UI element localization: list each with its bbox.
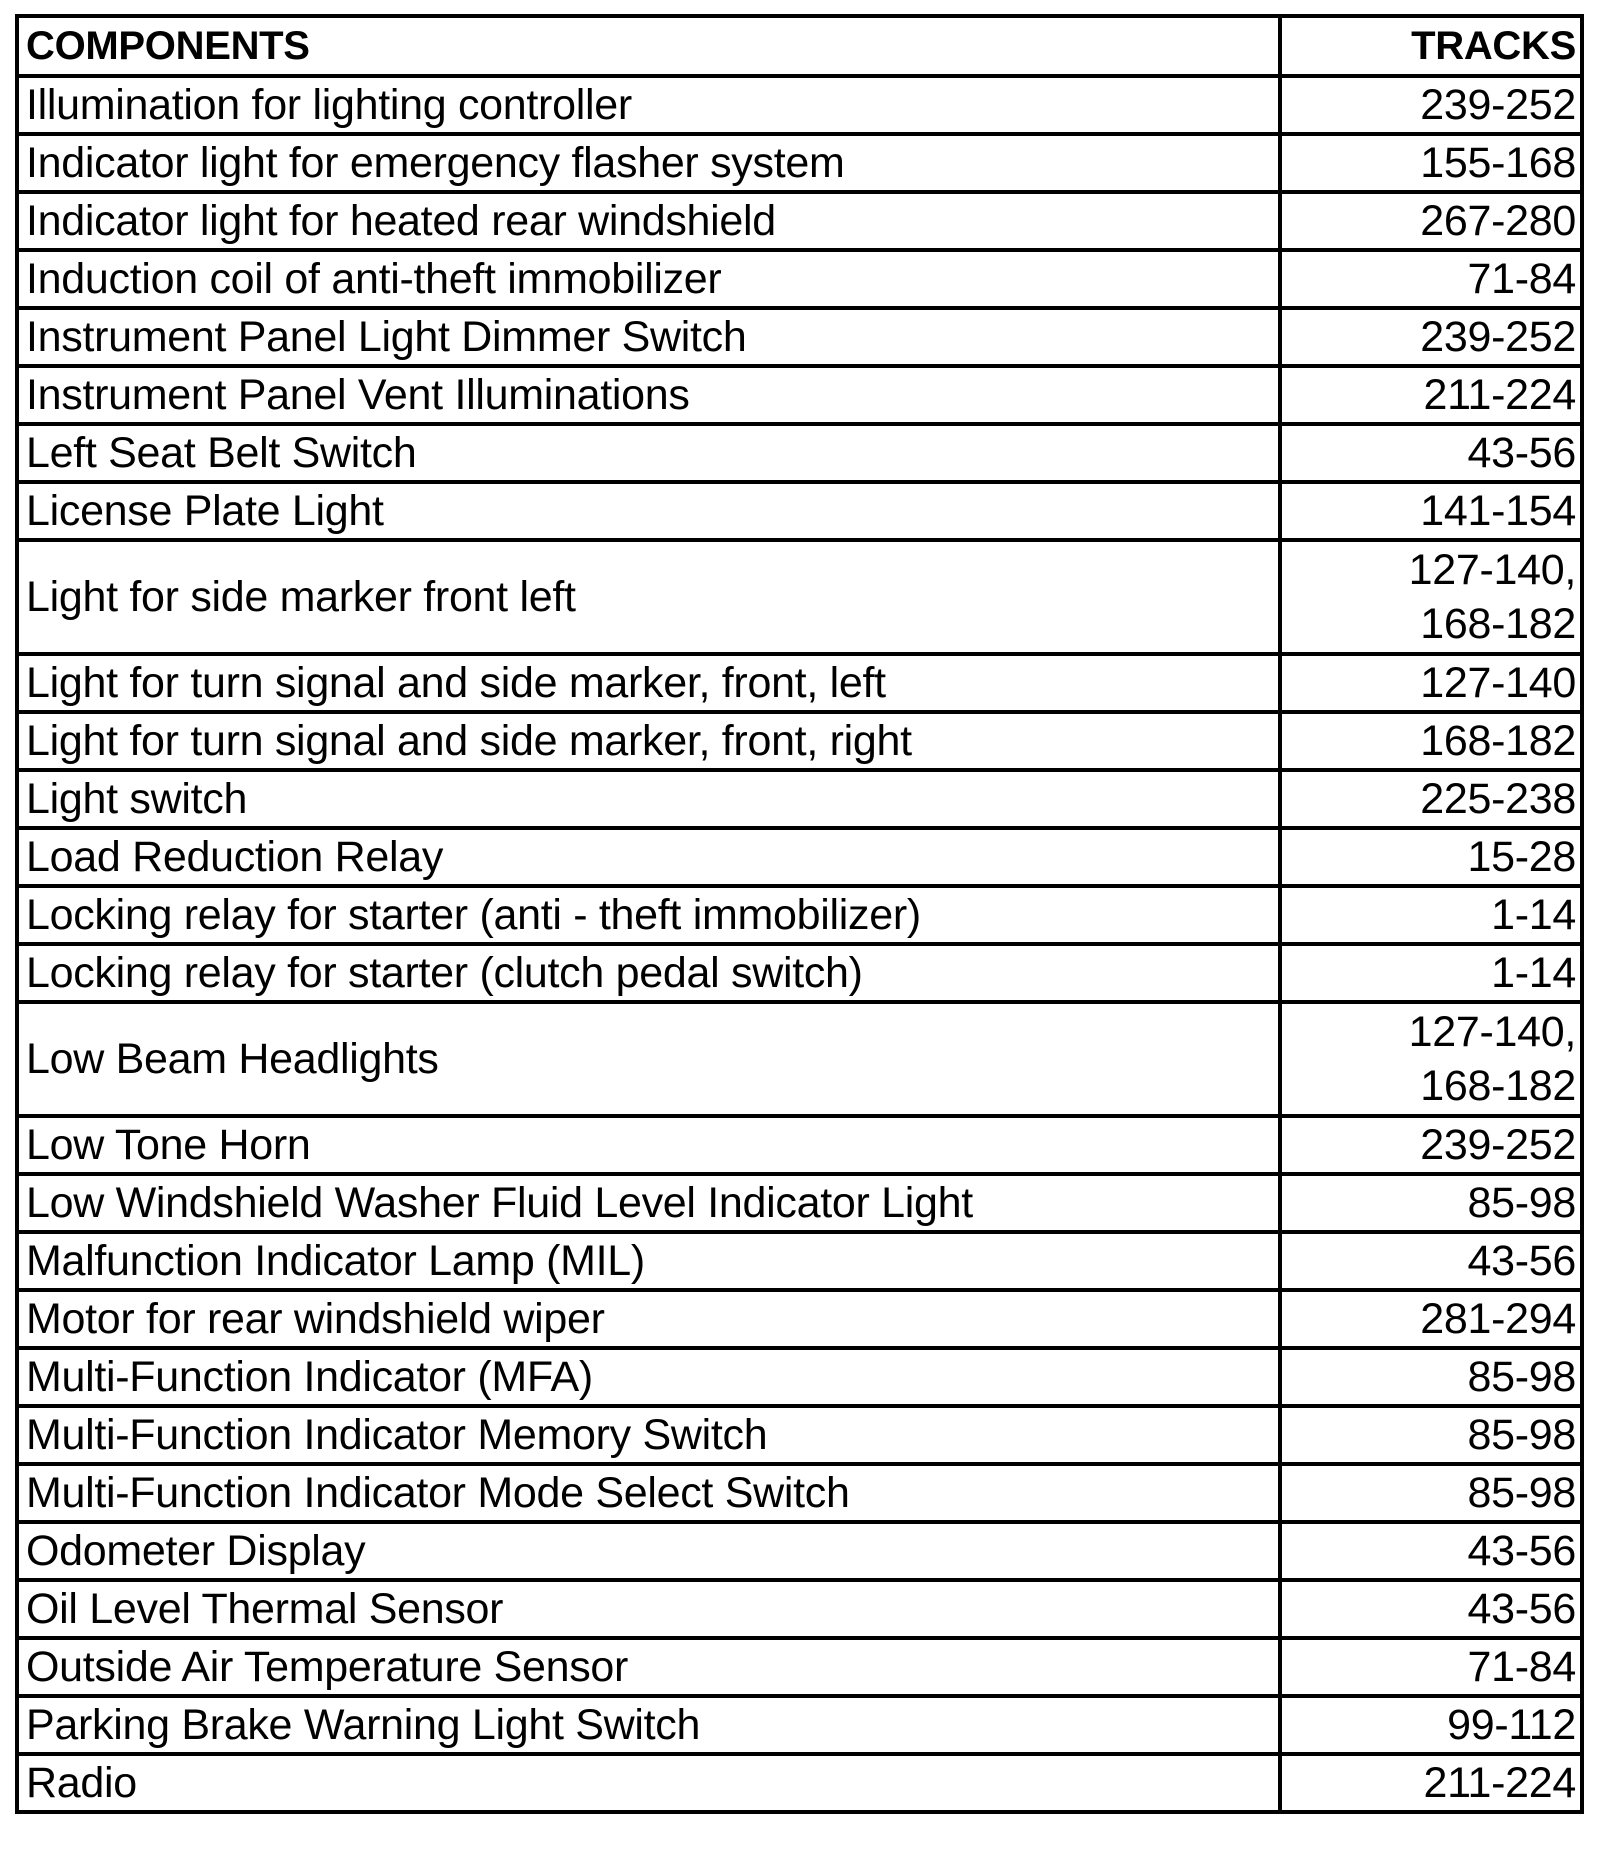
table-row: [17, 886, 1582, 944]
tracks-cell: [1280, 1754, 1582, 1812]
table-header-row: [17, 16, 1582, 76]
component-name-cell: Light for side marker front left: [17, 540, 1280, 654]
component-name-cell: Instrument Panel Light Dimmer Switch: [17, 308, 1280, 366]
tracks-cell: [1280, 1406, 1582, 1464]
tracks-cell: [1280, 1290, 1582, 1348]
tracks-cell: [1280, 1002, 1582, 1116]
component-name-cell: Light switch: [17, 770, 1280, 828]
track-range: 71-84: [1467, 1643, 1576, 1691]
component-name-cell: Induction coil of anti-theft immobilizer: [17, 250, 1280, 308]
table-body: [17, 76, 1582, 1812]
track-range: 85-98: [1467, 1469, 1576, 1517]
component-name-cell: Instrument Panel Vent Illuminations: [17, 366, 1280, 424]
component-name-cell: Radio: [17, 1754, 1280, 1812]
table-row: [17, 944, 1582, 1002]
tracks-cell: [1280, 712, 1582, 770]
track-range: 225-238: [1420, 775, 1576, 823]
tracks-cell: [1280, 482, 1582, 540]
track-range: 127-140,: [1408, 1008, 1576, 1056]
component-name-cell: Indicator light for emergency flasher system: [17, 134, 1280, 192]
table-row: [17, 1116, 1582, 1174]
component-name-cell: Light for turn signal and side marker, front, right: [17, 712, 1280, 770]
track-range: 168-182: [1420, 600, 1576, 648]
component-name-cell: Illumination for lighting controller: [17, 76, 1280, 134]
table-row: [17, 1754, 1582, 1812]
track-range: 85-98: [1467, 1411, 1576, 1459]
table-row: [17, 828, 1582, 886]
tracks-cell: [1280, 654, 1582, 712]
component-name-cell: Motor for rear windshield wiper: [17, 1290, 1280, 1348]
component-name-cell: Locking relay for starter (clutch pedal switch): [17, 944, 1280, 1002]
track-range: 127-140,: [1408, 546, 1576, 594]
tracks-cell: [1280, 366, 1582, 424]
tracks-cell: [1280, 1696, 1582, 1754]
track-range: 15-28: [1467, 833, 1576, 881]
table-row: [17, 1522, 1582, 1580]
tracks-cell: [1280, 540, 1582, 654]
table-row: [17, 1232, 1582, 1290]
tracks-cell: [1280, 886, 1582, 944]
tracks-cell: [1280, 308, 1582, 366]
component-name-cell: Low Beam Headlights: [17, 1002, 1280, 1116]
table-row: [17, 134, 1582, 192]
tracks-cell: [1280, 944, 1582, 1002]
table-row: [17, 712, 1582, 770]
table-row: [17, 540, 1582, 654]
track-range: 1-14: [1491, 891, 1576, 939]
component-name-cell: Odometer Display: [17, 1522, 1280, 1580]
component-name-cell: Parking Brake Warning Light Switch: [17, 1696, 1280, 1754]
table-row: [17, 250, 1582, 308]
table-row: [17, 1638, 1582, 1696]
tracks-cell: [1280, 134, 1582, 192]
track-range: 43-56: [1467, 1527, 1576, 1575]
track-range: 71-84: [1467, 255, 1576, 303]
track-range: 168-182: [1420, 717, 1576, 765]
component-name-cell: Low Windshield Washer Fluid Level Indicator Light: [17, 1174, 1280, 1232]
component-name-cell: Multi-Function Indicator Mode Select Switch: [17, 1464, 1280, 1522]
track-range: 85-98: [1467, 1179, 1576, 1227]
track-range: 43-56: [1467, 1585, 1576, 1633]
track-range: 211-224: [1423, 1759, 1576, 1807]
track-range: 155-168: [1420, 139, 1576, 187]
table-row: [17, 308, 1582, 366]
track-range: 99-112: [1447, 1701, 1576, 1749]
table-row: [17, 424, 1582, 482]
tracks-cell: [1280, 192, 1582, 250]
track-range: 239-252: [1420, 313, 1576, 361]
table-row: [17, 1002, 1582, 1116]
table-row: [17, 366, 1582, 424]
table-row: [17, 1696, 1582, 1754]
track-range: 267-280: [1420, 197, 1576, 245]
column-header-components: COMPONENTS: [17, 16, 1280, 76]
track-range: 1-14: [1491, 949, 1576, 997]
column-header-tracks: TRACKS: [1280, 16, 1582, 76]
tracks-cell: [1280, 424, 1582, 482]
component-name-cell: Oil Level Thermal Sensor: [17, 1580, 1280, 1638]
track-range: 239-252: [1420, 81, 1576, 129]
table-row: [17, 482, 1582, 540]
component-name-cell: Multi-Function Indicator (MFA): [17, 1348, 1280, 1406]
component-name-cell: Malfunction Indicator Lamp (MIL): [17, 1232, 1280, 1290]
track-range: 211-224: [1423, 371, 1576, 419]
tracks-cell: [1280, 828, 1582, 886]
components-tracks-table: [15, 14, 1584, 1814]
tracks-cell: [1280, 1464, 1582, 1522]
component-name-cell: Light for turn signal and side marker, front, left: [17, 654, 1280, 712]
table-row: [17, 654, 1582, 712]
component-name-cell: Locking relay for starter (anti - theft immobilizer): [17, 886, 1280, 944]
table-row: [17, 192, 1582, 250]
table-row: [17, 76, 1582, 134]
tracks-cell: [1280, 76, 1582, 134]
tracks-cell: [1280, 1116, 1582, 1174]
tracks-cell: [1280, 1348, 1582, 1406]
component-name-cell: Left Seat Belt Switch: [17, 424, 1280, 482]
tracks-cell: [1280, 770, 1582, 828]
track-range: 168-182: [1420, 1062, 1576, 1110]
tracks-cell: [1280, 250, 1582, 308]
track-range: 239-252: [1420, 1121, 1576, 1169]
table-row: [17, 770, 1582, 828]
track-range: 127-140: [1420, 659, 1576, 707]
component-name-cell: License Plate Light: [17, 482, 1280, 540]
track-range: 43-56: [1467, 1237, 1576, 1285]
track-range: 281-294: [1420, 1295, 1576, 1343]
table-row: [17, 1290, 1582, 1348]
tracks-cell: [1280, 1174, 1582, 1232]
track-range: 43-56: [1467, 429, 1576, 477]
track-range: 141-154: [1420, 487, 1576, 535]
components-tracks-sheet: [15, 14, 1580, 1814]
tracks-cell: [1280, 1232, 1582, 1290]
component-name-cell: Multi-Function Indicator Memory Switch: [17, 1406, 1280, 1464]
table-row: [17, 1580, 1582, 1638]
component-name-cell: Load Reduction Relay: [17, 828, 1280, 886]
table-row: [17, 1464, 1582, 1522]
table-row: [17, 1174, 1582, 1232]
tracks-cell: [1280, 1580, 1582, 1638]
table-row: [17, 1406, 1582, 1464]
component-name-cell: Indicator light for heated rear windshield: [17, 192, 1280, 250]
table-row: [17, 1348, 1582, 1406]
component-name-cell: Low Tone Horn: [17, 1116, 1280, 1174]
component-name-cell: Outside Air Temperature Sensor: [17, 1638, 1280, 1696]
tracks-cell: [1280, 1522, 1582, 1580]
track-range: 85-98: [1467, 1353, 1576, 1401]
tracks-cell: [1280, 1638, 1582, 1696]
